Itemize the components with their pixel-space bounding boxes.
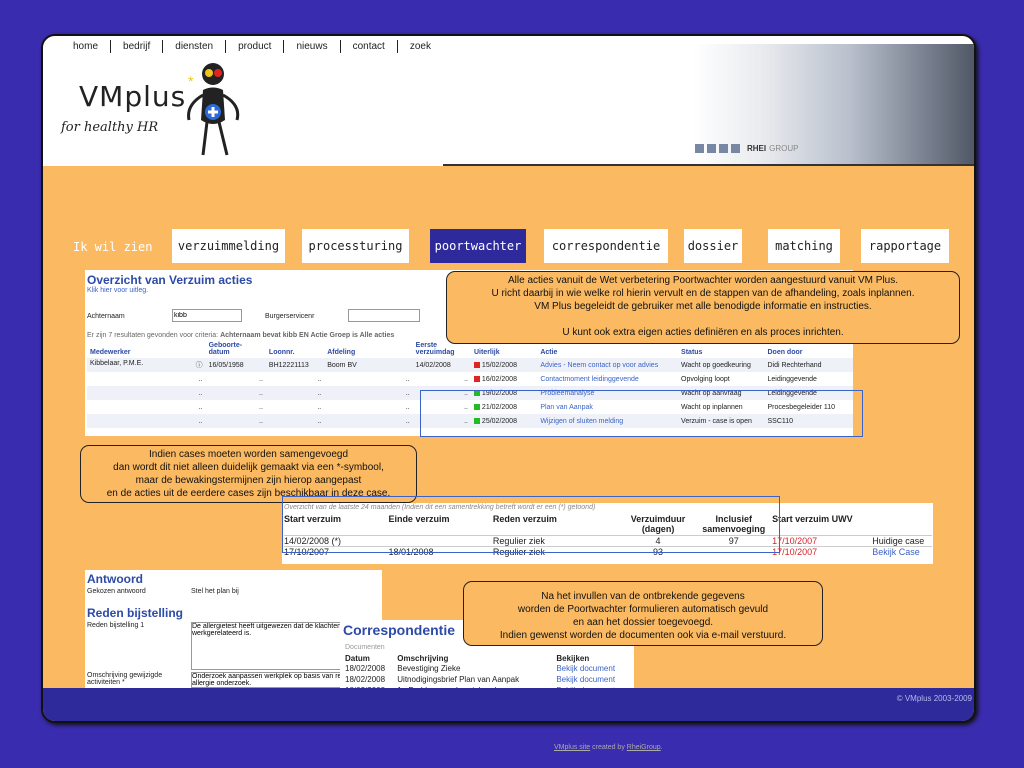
col-header[interactable]: Doen door [764, 340, 853, 358]
cell-geb: .. [259, 375, 263, 383]
cell-loonnr: .. [317, 389, 322, 397]
status-flag-icon [474, 376, 480, 382]
nav-bedrijf[interactable]: bedrijf [110, 40, 162, 53]
cell-omschr: Uitnodigingsbrief Plan van Aanpak [397, 675, 520, 684]
nav-product[interactable]: product [225, 40, 283, 53]
cell-incl: 97 [695, 536, 772, 547]
col-header [872, 513, 932, 536]
cell-actie[interactable]: Probleemanalyse [540, 389, 595, 397]
cell-eerste: .. [464, 403, 468, 411]
table-row[interactable] [87, 358, 853, 372]
cell-door: Leidinggevende [767, 375, 817, 383]
col-header[interactable]: Geboorte-datum [206, 340, 266, 358]
highlight-verzuim [282, 496, 780, 553]
main-tabs [43, 229, 976, 263]
cell-status: Wacht op goedkeuring [681, 361, 751, 369]
tab-rapportage[interactable]: rapportage [861, 229, 949, 263]
cell-case[interactable]: Huidige case [872, 536, 932, 547]
rheigroup-logo: RHEI GROUP [695, 144, 798, 153]
cell-eerste: .. [464, 389, 468, 397]
cell-start: 14/02/2008 (*) [284, 536, 388, 547]
overzicht-title: Overzicht van Verzuim acties [87, 273, 253, 287]
cell-datum: 18/02/2008 [345, 664, 386, 673]
cell-status: Wacht op aanvraag [681, 389, 742, 397]
col-header: Start verzuim UWV [772, 514, 853, 524]
cell-duur: 93 [621, 547, 696, 558]
help-link[interactable]: Klik hier voor uitleg. [87, 287, 149, 294]
cell-case[interactable]: Bekijk Case [872, 547, 932, 558]
tabs-label: Ik wil zien [73, 240, 153, 254]
cell-eerste: .. [464, 375, 468, 383]
cell-afdeling: .. [405, 389, 410, 397]
cell-datum: 18/02/2008 [345, 675, 386, 684]
corr-sub: Documenten [345, 644, 385, 651]
tab-matching[interactable]: matching [768, 229, 840, 263]
cell-uiterlijk: 25/02/2008 [471, 414, 537, 428]
col-header[interactable]: Afdeling [324, 340, 412, 358]
cell-medewerker: Kibbelaar, P.M.E. ⓘ [90, 360, 203, 369]
mascot-icon [181, 60, 251, 160]
status-flag-icon [474, 362, 480, 368]
footer-bar [43, 688, 976, 723]
cell-loonnr: BH12221113 [268, 361, 309, 369]
header-divider [443, 164, 976, 166]
cell-status: Wacht op inplannen [681, 403, 743, 411]
cell-actie[interactable]: Plan van Aanpak [540, 403, 593, 411]
top-nav [65, 40, 443, 53]
cell-actie[interactable]: Advies - Neem contact op voor advies [540, 361, 659, 369]
tab-verzuimmelding[interactable]: verzuimmelding [172, 229, 285, 263]
tab-dossier[interactable]: dossier [684, 229, 742, 263]
table-row [345, 663, 633, 674]
highlight-actions [420, 390, 863, 437]
cell-uiterlijk: 16/02/2008 [471, 372, 537, 386]
nav-diensten[interactable]: diensten [162, 40, 225, 53]
cell-status: Verzuim - case is open [681, 417, 752, 425]
cell-medewerker: .. [198, 389, 203, 397]
col-header: Inclusief samenvoeging [702, 514, 766, 534]
nav-zoek[interactable]: zoek [397, 40, 443, 53]
result-line: Er zijn 7 resultaten gevonden voor criteria: Achternaam bevat kibb EN Actie Groep is Alle acties [87, 332, 395, 339]
cell-geb: 16/05/1958 [208, 361, 244, 369]
credits: VMplus site created by RheiGroup. [554, 744, 663, 751]
nav-contact[interactable]: contact [340, 40, 397, 53]
cell-uiterlijk: 19/02/2008 [471, 386, 537, 400]
tab-correspondentie[interactable]: correspondentie [544, 229, 668, 263]
omschr-label: Omschrijving gewijzigde activiteiten * [87, 672, 163, 686]
cell-door: Procesbegeleider 110 [767, 403, 836, 411]
cell-uiterlijk: 15/02/2008 [471, 358, 537, 372]
cell-uwv: 17/10/2007 [772, 547, 872, 558]
col-header: Datum [345, 654, 370, 663]
cell-geb: .. [259, 403, 263, 411]
col-header[interactable]: Medewerker [87, 340, 206, 358]
cell-status: Opvolging loopt [681, 375, 730, 383]
logo-wordmark: VMplus [79, 80, 187, 113]
tab-processturing[interactable]: processturing [302, 229, 409, 263]
cell-start: 17/10/2007 [284, 547, 388, 558]
gekozen-value: Stel het plan bij [191, 588, 239, 595]
achternaam-label: Achternaam [87, 313, 125, 320]
cell-duur: 4 [621, 536, 696, 547]
cell-door: Didi Rechterhand [767, 361, 822, 369]
col-header: Omschrijving [397, 654, 449, 663]
col-header: Reden verzuim [492, 514, 557, 524]
cell-reden: Regulier ziek [493, 547, 621, 558]
reden-title: Reden bijstelling [87, 606, 184, 620]
col-header[interactable]: Uiterlijk [471, 340, 537, 358]
achternaam-input[interactable] [172, 309, 242, 322]
rheigroup-link[interactable]: RheiGroup [626, 744, 661, 751]
antwoord-title: Antwoord [87, 572, 143, 586]
cell-medewerker: .. [198, 375, 203, 383]
cell-afdeling: .. [405, 403, 410, 411]
cell-afdeling: Boom BV [327, 361, 357, 369]
cell-geb: .. [259, 417, 263, 425]
nav-home[interactable]: home [73, 41, 99, 52]
cell-uiterlijk: 21/02/2008 [471, 400, 537, 414]
cell-loonnr: .. [317, 375, 322, 383]
table-row[interactable] [87, 372, 853, 386]
info-icon[interactable]: ⓘ [195, 362, 203, 369]
col-header: Einde verzuim [388, 514, 450, 524]
svg-text:*: * [188, 73, 194, 89]
cell-loonnr: .. [317, 417, 322, 425]
cell-eerste: 14/02/2008 [415, 361, 451, 369]
cell-actie[interactable]: Contactmoment leidinggevende [540, 375, 639, 383]
nav-nieuws[interactable]: nieuws [283, 40, 339, 53]
cell-uwv: 17/10/2007 [772, 536, 872, 547]
callout-formulieren: Na het invullen van de ontbrekende gegevens worden de Poortwachter formulieren automatisch gevuld en aan het dossier toegevoegd. Indien gewenst worden de documenten ook via e-mail verstuurd. [463, 581, 823, 646]
table-row [345, 674, 633, 685]
header [43, 36, 976, 166]
col-header[interactable]: Loonnr. [266, 340, 324, 358]
col-header: Verzuimduur (dagen) [630, 514, 686, 534]
tab-poortwachter[interactable]: poortwachter [430, 229, 526, 263]
antwoord-panel [85, 570, 382, 688]
cell-einde: 18/01/2008 [388, 547, 492, 558]
cell-actie[interactable]: Wijzigen of sluiten melding [540, 417, 624, 425]
cell-door: Leidinggevende [767, 389, 817, 397]
cell-omschr: Bevestiging Zieke [397, 664, 461, 673]
cell-door: SSC110 [767, 417, 794, 425]
bekijk-document-link[interactable]: Bekijk document [556, 664, 616, 673]
app-frame [41, 34, 976, 723]
col-header[interactable]: Eerste verzuimdag [413, 340, 471, 358]
cell-afdeling: .. [405, 375, 410, 383]
cell-medewerker: .. [198, 403, 203, 411]
verzuim-caption: Overzicht van de laatste 24 maanden (Indien dit een samentrekking betreft wordt er een (*) getoond) [284, 504, 596, 511]
bekijk-document-link[interactable]: Bekijk document [556, 675, 616, 684]
vmplus-logo [61, 60, 251, 160]
cell-geb: .. [259, 389, 263, 397]
reden-label: Reden bijstelling 1 [87, 622, 145, 629]
col-header: Start verzuim [284, 514, 342, 524]
bsn-label: Burgerservicenr [265, 313, 315, 320]
cell-afdeling: .. [405, 417, 410, 425]
table-header [345, 654, 633, 663]
col-header[interactable]: Status [678, 340, 764, 358]
copyright: © VMplus 2003-2009 [896, 694, 972, 703]
col-header: Bekijken [556, 654, 590, 663]
cell-eerste: .. [464, 417, 468, 425]
gekozen-label: Gekozen antwoord [87, 588, 146, 595]
cell-reden: Regulier ziek [493, 536, 621, 547]
logo-tagline: for healthy HR [61, 120, 159, 135]
bsn-input[interactable] [348, 309, 420, 322]
cell-loonnr: .. [317, 403, 322, 411]
corr-title: Correspondentie [343, 622, 456, 638]
callout-poortwachter: Alle acties vanuit de Wet verbetering Poortwachter worden aangestuurd vanuit VM Plus. U richt daarbij in wie welke rol hierin vervult en de stappen van de afhandeling, zoals inplannen. VM Plus begeleidt de gebruiker met alle benodigde informatie en instructies. U kunt ook extra eigen acties definiëren en als proces inrichten. [446, 271, 960, 344]
callout-samenvoegen: Indien cases moeten worden samengevoegd dan wordt dit niet alleen duidelijk gemaakt via een *-symbool, maar de bewakingstermijnen zijn hierop aangepast en de acties uit de eerdere cases zijn beschikbaar in deze case. [80, 445, 417, 503]
cell-medewerker: .. [198, 417, 203, 425]
vmplus-site-link[interactable]: VMplus site [554, 744, 591, 751]
col-header[interactable]: Actie [537, 340, 678, 358]
